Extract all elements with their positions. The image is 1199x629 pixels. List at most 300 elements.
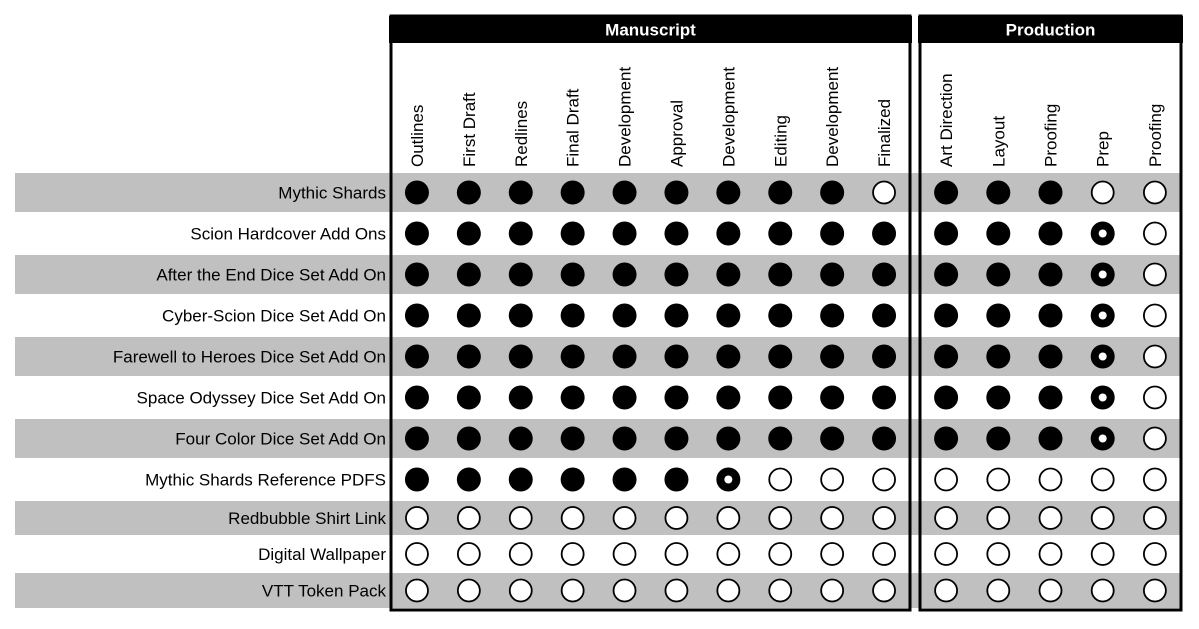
mark-fill xyxy=(1039,386,1063,410)
column-label-art-direction: Art Direction xyxy=(937,73,957,167)
status-mark-mythic-shards-reference-pdfs-proofing-14-not-started xyxy=(1144,469,1166,491)
status-mark-scion-hardcover-add-ons-final-draft-3-complete xyxy=(561,222,585,246)
status-mark-mythic-shards-development-4-complete xyxy=(613,181,637,205)
status-mark-mythic-shards-final-draft-3-complete xyxy=(561,181,585,205)
status-mark-scion-hardcover-add-ons-editing-7-complete xyxy=(768,222,792,246)
status-mark-space-odyssey-dice-set-add-on-editing-7-complete xyxy=(768,386,792,410)
column-label-editing: Editing xyxy=(771,115,791,167)
mark-fill xyxy=(986,386,1010,410)
mark-fill xyxy=(986,427,1010,451)
status-mark-four-color-dice-set-add-on-layout-11-complete xyxy=(986,427,1010,451)
mark-fill xyxy=(820,427,844,451)
status-mark-mythic-shards-outlines-0-complete xyxy=(405,181,429,205)
mark-fill xyxy=(934,263,958,287)
mark-fill xyxy=(405,468,429,492)
status-mark-space-odyssey-dice-set-add-on-approval-5-complete xyxy=(664,386,688,410)
status-mark-mythic-shards-proofing-14-not-started xyxy=(1144,182,1166,204)
mark-fill xyxy=(561,427,585,451)
status-mark-digital-wallpaper-final-draft-3-not-started xyxy=(562,543,584,565)
column-label-first-draft: First Draft xyxy=(459,92,479,167)
column-label-final-draft: Final Draft xyxy=(563,88,583,167)
mark-ring xyxy=(614,507,636,529)
mark-fill xyxy=(872,345,896,369)
status-mark-mythic-shards-reference-pdfs-finalized-9-not-started xyxy=(873,469,895,491)
status-mark-redbubble-shirt-link-art-direction-10-not-started xyxy=(935,507,957,529)
mark-ring xyxy=(717,543,739,565)
mark-ring xyxy=(987,580,1009,602)
status-mark-farewell-to-heroes-dice-set-add-on-prep-13-in-progress xyxy=(1091,345,1115,369)
status-mark-farewell-to-heroes-dice-set-add-on-proofing-12-complete xyxy=(1039,345,1063,369)
mark-fill xyxy=(509,386,533,410)
row-label-space-odyssey-dice-set-add-on: Space Odyssey Dice Set Add On xyxy=(136,388,386,408)
column-label-finalized: Finalized xyxy=(875,98,895,167)
status-mark-cyber-scion-dice-set-add-on-development-4-complete xyxy=(613,304,637,328)
mark-fill xyxy=(716,222,740,246)
mark-fill xyxy=(716,345,740,369)
mark-ring xyxy=(1144,469,1166,491)
mark-ring xyxy=(987,469,1009,491)
mark-fill xyxy=(405,427,429,451)
mark-fill xyxy=(986,181,1010,205)
mark-fill xyxy=(457,427,481,451)
status-mark-farewell-to-heroes-dice-set-add-on-final-draft-3-complete xyxy=(561,345,585,369)
mark-fill xyxy=(934,427,958,451)
status-mark-vtt-token-pack-development-4-not-started xyxy=(614,580,636,602)
status-mark-vtt-token-pack-art-direction-10-not-started xyxy=(935,580,957,602)
status-mark-vtt-token-pack-prep-13-not-started xyxy=(1092,580,1114,602)
mark-fill xyxy=(768,427,792,451)
status-marks xyxy=(405,181,1166,602)
status-mark-mythic-shards-reference-pdfs-final-draft-3-complete xyxy=(561,468,585,492)
mark-fill xyxy=(820,345,844,369)
mark-ring xyxy=(1144,182,1166,204)
mark-fill xyxy=(768,304,792,328)
mark-ring xyxy=(1144,507,1166,529)
mark-ring xyxy=(665,507,687,529)
status-mark-space-odyssey-dice-set-add-on-development-6-complete xyxy=(716,386,740,410)
status-mark-mythic-shards-finalized-9-not-started xyxy=(873,182,895,204)
mark-ring xyxy=(1092,507,1114,529)
mark-fill xyxy=(457,222,481,246)
mark-fill xyxy=(986,263,1010,287)
status-mark-after-the-end-dice-set-add-on-editing-7-complete xyxy=(768,263,792,287)
mark-ring xyxy=(1092,543,1114,565)
mark-fill xyxy=(664,263,688,287)
status-mark-four-color-dice-set-add-on-development-8-complete xyxy=(820,427,844,451)
status-mark-digital-wallpaper-development-6-not-started xyxy=(717,543,739,565)
status-mark-scion-hardcover-add-ons-development-6-complete xyxy=(716,222,740,246)
status-mark-farewell-to-heroes-dice-set-add-on-first-draft-1-complete xyxy=(457,345,481,369)
status-mark-farewell-to-heroes-dice-set-add-on-outlines-0-complete xyxy=(405,345,429,369)
status-mark-cyber-scion-dice-set-add-on-finalized-9-complete xyxy=(872,304,896,328)
status-mark-digital-wallpaper-editing-7-not-started xyxy=(769,543,791,565)
status-mark-digital-wallpaper-layout-11-not-started xyxy=(987,543,1009,565)
mark-ring xyxy=(873,182,895,204)
status-mark-digital-wallpaper-approval-5-not-started xyxy=(665,543,687,565)
mark-ring xyxy=(987,507,1009,529)
row-label-scion-hardcover-add-ons: Scion Hardcover Add Ons xyxy=(190,224,386,244)
mark-fill xyxy=(561,345,585,369)
status-mark-digital-wallpaper-outlines-0-not-started xyxy=(406,543,428,565)
status-mark-mythic-shards-proofing-12-complete xyxy=(1039,181,1063,205)
mark-fill xyxy=(405,263,429,287)
mark-ring xyxy=(1040,507,1062,529)
mark-fill xyxy=(509,304,533,328)
mark-ring xyxy=(406,507,428,529)
status-mark-mythic-shards-reference-pdfs-development-4-complete xyxy=(613,468,637,492)
status-mark-digital-wallpaper-first-draft-1-not-started xyxy=(458,543,480,565)
status-mark-farewell-to-heroes-dice-set-add-on-finalized-9-complete xyxy=(872,345,896,369)
status-mark-scion-hardcover-add-ons-finalized-9-complete xyxy=(872,222,896,246)
mark-ring xyxy=(873,580,895,602)
status-mark-space-odyssey-dice-set-add-on-outlines-0-complete xyxy=(405,386,429,410)
mark-fill xyxy=(457,304,481,328)
mark-fill xyxy=(934,222,958,246)
mark-fill xyxy=(664,345,688,369)
status-mark-mythic-shards-first-draft-1-complete xyxy=(457,181,481,205)
status-mark-redbubble-shirt-link-prep-13-not-started xyxy=(1092,507,1114,529)
status-mark-redbubble-shirt-link-outlines-0-not-started xyxy=(406,507,428,529)
mark-fill xyxy=(768,263,792,287)
status-mark-digital-wallpaper-redlines-2-not-started xyxy=(510,543,532,565)
status-mark-digital-wallpaper-proofing-14-not-started xyxy=(1144,543,1166,565)
mark-ring xyxy=(1092,469,1114,491)
mark-fill xyxy=(509,181,533,205)
mark-fill xyxy=(561,386,585,410)
mark-center xyxy=(1099,394,1107,402)
mark-fill xyxy=(716,181,740,205)
mark-fill xyxy=(768,181,792,205)
mark-fill xyxy=(664,304,688,328)
status-mark-four-color-dice-set-add-on-proofing-12-complete xyxy=(1039,427,1063,451)
status-mark-space-odyssey-dice-set-add-on-prep-13-in-progress xyxy=(1091,386,1115,410)
mark-fill xyxy=(716,386,740,410)
status-mark-farewell-to-heroes-dice-set-add-on-art-direction-10-complete xyxy=(934,345,958,369)
status-mark-after-the-end-dice-set-add-on-development-4-complete xyxy=(613,263,637,287)
status-mark-mythic-shards-prep-13-not-started xyxy=(1092,182,1114,204)
mark-ring xyxy=(458,543,480,565)
mark-ring xyxy=(510,543,532,565)
mark-ring xyxy=(562,507,584,529)
status-mark-cyber-scion-dice-set-add-on-development-6-complete xyxy=(716,304,740,328)
status-mark-four-color-dice-set-add-on-development-6-complete xyxy=(716,427,740,451)
mark-fill xyxy=(613,304,637,328)
status-mark-four-color-dice-set-add-on-development-4-complete xyxy=(613,427,637,451)
mark-ring xyxy=(769,469,791,491)
mark-ring xyxy=(1092,182,1114,204)
status-mark-after-the-end-dice-set-add-on-development-8-complete xyxy=(820,263,844,287)
mark-fill xyxy=(613,181,637,205)
mark-fill xyxy=(1039,345,1063,369)
mark-fill xyxy=(509,263,533,287)
status-mark-redbubble-shirt-link-first-draft-1-not-started xyxy=(458,507,480,529)
status-mark-scion-hardcover-add-ons-layout-11-complete xyxy=(986,222,1010,246)
mark-fill xyxy=(716,304,740,328)
mark-fill xyxy=(457,263,481,287)
status-mark-vtt-token-pack-first-draft-1-not-started xyxy=(458,580,480,602)
mark-center xyxy=(1099,230,1107,238)
mark-fill xyxy=(820,222,844,246)
status-mark-mythic-shards-reference-pdfs-redlines-2-complete xyxy=(509,468,533,492)
row-label-farewell-to-heroes-dice-set-add-on: Farewell to Heroes Dice Set Add On xyxy=(112,347,386,367)
mark-ring xyxy=(935,469,957,491)
mark-ring xyxy=(665,580,687,602)
row-label-redbubble-shirt-link: Redbubble Shirt Link xyxy=(228,509,386,528)
status-mark-cyber-scion-dice-set-add-on-prep-13-in-progress xyxy=(1091,304,1115,328)
status-mark-after-the-end-dice-set-add-on-proofing-14-not-started xyxy=(1144,264,1166,286)
mark-fill xyxy=(820,181,844,205)
status-mark-scion-hardcover-add-ons-proofing-12-complete xyxy=(1039,222,1063,246)
status-mark-four-color-dice-set-add-on-prep-13-in-progress xyxy=(1091,427,1115,451)
mark-ring xyxy=(821,507,843,529)
status-mark-cyber-scion-dice-set-add-on-art-direction-10-complete xyxy=(934,304,958,328)
status-mark-mythic-shards-reference-pdfs-outlines-0-complete xyxy=(405,468,429,492)
mark-fill xyxy=(1039,304,1063,328)
mark-ring xyxy=(987,543,1009,565)
mark-ring xyxy=(458,580,480,602)
mark-fill xyxy=(561,222,585,246)
status-mark-scion-hardcover-add-ons-outlines-0-complete xyxy=(405,222,429,246)
row-label-vtt-token-pack: VTT Token Pack xyxy=(261,581,386,601)
mark-ring xyxy=(665,543,687,565)
mark-fill xyxy=(872,263,896,287)
status-mark-redbubble-shirt-link-approval-5-not-started xyxy=(665,507,687,529)
mark-fill xyxy=(457,181,481,205)
mark-fill xyxy=(509,468,533,492)
column-label-layout: Layout xyxy=(989,115,1009,167)
status-mark-four-color-dice-set-add-on-art-direction-10-complete xyxy=(934,427,958,451)
status-mark-vtt-token-pack-development-6-not-started xyxy=(717,580,739,602)
mark-fill xyxy=(613,386,637,410)
status-mark-digital-wallpaper-finalized-9-not-started xyxy=(873,543,895,565)
mark-fill xyxy=(934,386,958,410)
mark-fill xyxy=(405,222,429,246)
mark-ring xyxy=(562,580,584,602)
mark-ring xyxy=(1144,580,1166,602)
status-mark-vtt-token-pack-final-draft-3-not-started xyxy=(562,580,584,602)
status-mark-mythic-shards-reference-pdfs-art-direction-10-not-started xyxy=(935,469,957,491)
status-mark-four-color-dice-set-add-on-approval-5-complete xyxy=(664,427,688,451)
status-mark-mythic-shards-editing-7-complete xyxy=(768,181,792,205)
status-mark-digital-wallpaper-art-direction-10-not-started xyxy=(935,543,957,565)
mark-ring xyxy=(1144,264,1166,286)
mark-ring xyxy=(1040,580,1062,602)
mark-fill xyxy=(934,304,958,328)
status-mark-mythic-shards-development-8-complete xyxy=(820,181,844,205)
status-mark-cyber-scion-dice-set-add-on-final-draft-3-complete xyxy=(561,304,585,328)
status-mark-four-color-dice-set-add-on-first-draft-1-complete xyxy=(457,427,481,451)
status-mark-vtt-token-pack-layout-11-not-started xyxy=(987,580,1009,602)
status-mark-farewell-to-heroes-dice-set-add-on-redlines-2-complete xyxy=(509,345,533,369)
status-mark-mythic-shards-approval-5-complete xyxy=(664,181,688,205)
mark-fill xyxy=(986,222,1010,246)
status-mark-four-color-dice-set-add-on-proofing-14-not-started xyxy=(1144,428,1166,450)
status-mark-farewell-to-heroes-dice-set-add-on-approval-5-complete xyxy=(664,345,688,369)
status-mark-vtt-token-pack-redlines-2-not-started xyxy=(510,580,532,602)
mark-ring xyxy=(1144,543,1166,565)
status-mark-scion-hardcover-add-ons-prep-13-in-progress xyxy=(1091,222,1115,246)
mark-ring xyxy=(1144,387,1166,409)
mark-fill xyxy=(820,263,844,287)
status-mark-mythic-shards-reference-pdfs-prep-13-not-started xyxy=(1092,469,1114,491)
mark-fill xyxy=(664,386,688,410)
column-label-outlines: Outlines xyxy=(407,104,427,167)
mark-center xyxy=(1099,353,1107,361)
mark-ring xyxy=(1144,428,1166,450)
status-mark-redbubble-shirt-link-development-6-not-started xyxy=(717,507,739,529)
mark-center xyxy=(724,476,732,484)
column-label-approval: Approval xyxy=(667,99,687,167)
mark-fill xyxy=(613,263,637,287)
status-mark-space-odyssey-dice-set-add-on-finalized-9-complete xyxy=(872,386,896,410)
status-mark-space-odyssey-dice-set-add-on-development-4-complete xyxy=(613,386,637,410)
status-mark-after-the-end-dice-set-add-on-art-direction-10-complete xyxy=(934,263,958,287)
status-mark-scion-hardcover-add-ons-first-draft-1-complete xyxy=(457,222,481,246)
status-mark-cyber-scion-dice-set-add-on-layout-11-complete xyxy=(986,304,1010,328)
status-mark-four-color-dice-set-add-on-final-draft-3-complete xyxy=(561,427,585,451)
mark-fill xyxy=(664,468,688,492)
status-mark-digital-wallpaper-prep-13-not-started xyxy=(1092,543,1114,565)
mark-fill xyxy=(664,222,688,246)
mark-fill xyxy=(561,304,585,328)
status-mark-vtt-token-pack-proofing-14-not-started xyxy=(1144,580,1166,602)
status-mark-vtt-token-pack-proofing-12-not-started xyxy=(1040,580,1062,602)
status-mark-scion-hardcover-add-ons-development-4-complete xyxy=(613,222,637,246)
status-mark-cyber-scion-dice-set-add-on-proofing-14-not-started xyxy=(1144,305,1166,327)
mark-ring xyxy=(821,543,843,565)
status-mark-digital-wallpaper-development-4-not-started xyxy=(614,543,636,565)
mark-fill xyxy=(613,427,637,451)
mark-ring xyxy=(717,580,739,602)
mark-ring xyxy=(1040,543,1062,565)
status-mark-space-odyssey-dice-set-add-on-layout-11-complete xyxy=(986,386,1010,410)
mark-ring xyxy=(769,580,791,602)
status-mark-vtt-token-pack-development-8-not-started xyxy=(821,580,843,602)
status-mark-after-the-end-dice-set-add-on-prep-13-in-progress xyxy=(1091,263,1115,287)
column-label-proofing: Proofing xyxy=(1041,103,1061,167)
mark-fill xyxy=(457,468,481,492)
status-mark-redbubble-shirt-link-finalized-9-not-started xyxy=(873,507,895,529)
row-labels xyxy=(113,184,387,601)
status-mark-redbubble-shirt-link-layout-11-not-started xyxy=(987,507,1009,529)
mark-fill xyxy=(457,386,481,410)
status-mark-mythic-shards-reference-pdfs-layout-11-not-started xyxy=(987,469,1009,491)
mark-ring xyxy=(935,580,957,602)
status-mark-after-the-end-dice-set-add-on-final-draft-3-complete xyxy=(561,263,585,287)
status-mark-cyber-scion-dice-set-add-on-development-8-complete xyxy=(820,304,844,328)
mark-ring xyxy=(873,469,895,491)
status-mark-space-odyssey-dice-set-add-on-redlines-2-complete xyxy=(509,386,533,410)
status-mark-four-color-dice-set-add-on-redlines-2-complete xyxy=(509,427,533,451)
mark-ring xyxy=(614,580,636,602)
status-mark-four-color-dice-set-add-on-finalized-9-complete xyxy=(872,427,896,451)
mark-ring xyxy=(614,543,636,565)
mark-ring xyxy=(1144,223,1166,245)
status-mark-cyber-scion-dice-set-add-on-outlines-0-complete xyxy=(405,304,429,328)
mark-ring xyxy=(935,507,957,529)
status-mark-mythic-shards-reference-pdfs-approval-5-complete xyxy=(664,468,688,492)
status-mark-mythic-shards-reference-pdfs-development-6-in-progress xyxy=(716,468,740,492)
column-labels xyxy=(408,67,1165,167)
status-mark-farewell-to-heroes-dice-set-add-on-development-6-complete xyxy=(716,345,740,369)
mark-fill xyxy=(405,386,429,410)
mark-fill xyxy=(664,181,688,205)
status-mark-space-odyssey-dice-set-add-on-first-draft-1-complete xyxy=(457,386,481,410)
mark-fill xyxy=(613,222,637,246)
mark-fill xyxy=(1039,181,1063,205)
group-header-production: Production xyxy=(1005,20,1096,40)
mark-fill xyxy=(768,386,792,410)
status-mark-mythic-shards-redlines-2-complete xyxy=(509,181,533,205)
status-mark-redbubble-shirt-link-proofing-14-not-started xyxy=(1144,507,1166,529)
mark-ring xyxy=(1144,346,1166,368)
mark-ring xyxy=(406,543,428,565)
status-mark-scion-hardcover-add-ons-approval-5-complete xyxy=(664,222,688,246)
mark-fill xyxy=(820,304,844,328)
status-mark-space-odyssey-dice-set-add-on-proofing-14-not-started xyxy=(1144,387,1166,409)
status-mark-four-color-dice-set-add-on-outlines-0-complete xyxy=(405,427,429,451)
mark-fill xyxy=(1039,427,1063,451)
row-label-digital-wallpaper: Digital Wallpaper xyxy=(258,545,386,564)
status-mark-scion-hardcover-add-ons-art-direction-10-complete xyxy=(934,222,958,246)
status-mark-after-the-end-dice-set-add-on-proofing-12-complete xyxy=(1039,263,1063,287)
row-label-after-the-end-dice-set-add-on: After the End Dice Set Add On xyxy=(156,265,386,285)
status-mark-after-the-end-dice-set-add-on-approval-5-complete xyxy=(664,263,688,287)
group-header-manuscript: Manuscript xyxy=(605,20,696,40)
status-mark-after-the-end-dice-set-add-on-first-draft-1-complete xyxy=(457,263,481,287)
row-label-mythic-shards: Mythic Shards xyxy=(278,183,386,203)
status-mark-mythic-shards-reference-pdfs-development-8-not-started xyxy=(821,469,843,491)
group-headers xyxy=(389,16,1183,43)
mark-ring xyxy=(769,507,791,529)
mark-fill xyxy=(768,222,792,246)
status-mark-space-odyssey-dice-set-add-on-proofing-12-complete xyxy=(1039,386,1063,410)
mark-center xyxy=(1099,435,1107,443)
mark-fill xyxy=(872,222,896,246)
mark-ring xyxy=(458,507,480,529)
mark-fill xyxy=(986,345,1010,369)
status-mark-mythic-shards-reference-pdfs-first-draft-1-complete xyxy=(457,468,481,492)
mark-fill xyxy=(872,427,896,451)
status-mark-after-the-end-dice-set-add-on-layout-11-complete xyxy=(986,263,1010,287)
mark-ring xyxy=(821,580,843,602)
mark-ring xyxy=(873,507,895,529)
mark-ring xyxy=(821,469,843,491)
mark-fill xyxy=(561,263,585,287)
mark-fill xyxy=(613,468,637,492)
status-mark-after-the-end-dice-set-add-on-redlines-2-complete xyxy=(509,263,533,287)
mark-fill xyxy=(405,304,429,328)
status-mark-after-the-end-dice-set-add-on-outlines-0-complete xyxy=(405,263,429,287)
mark-ring xyxy=(1040,469,1062,491)
status-mark-vtt-token-pack-finalized-9-not-started xyxy=(873,580,895,602)
status-mark-redbubble-shirt-link-development-8-not-started xyxy=(821,507,843,529)
mark-fill xyxy=(716,263,740,287)
status-mark-redbubble-shirt-link-final-draft-3-not-started xyxy=(562,507,584,529)
status-mark-farewell-to-heroes-dice-set-add-on-proofing-14-not-started xyxy=(1144,346,1166,368)
status-mark-after-the-end-dice-set-add-on-development-6-complete xyxy=(716,263,740,287)
row-label-cyber-scion-dice-set-add-on: Cyber-Scion Dice Set Add On xyxy=(162,306,386,326)
status-mark-scion-hardcover-add-ons-development-8-complete xyxy=(820,222,844,246)
status-mark-redbubble-shirt-link-development-4-not-started xyxy=(614,507,636,529)
mark-fill xyxy=(820,386,844,410)
mark-fill xyxy=(768,345,792,369)
mark-ring xyxy=(717,507,739,529)
status-mark-mythic-shards-reference-pdfs-proofing-12-not-started xyxy=(1040,469,1062,491)
status-mark-cyber-scion-dice-set-add-on-redlines-2-complete xyxy=(509,304,533,328)
status-mark-mythic-shards-reference-pdfs-editing-7-not-started xyxy=(769,469,791,491)
row-label-mythic-shards-reference-pdfs: Mythic Shards Reference PDFS xyxy=(145,470,386,490)
